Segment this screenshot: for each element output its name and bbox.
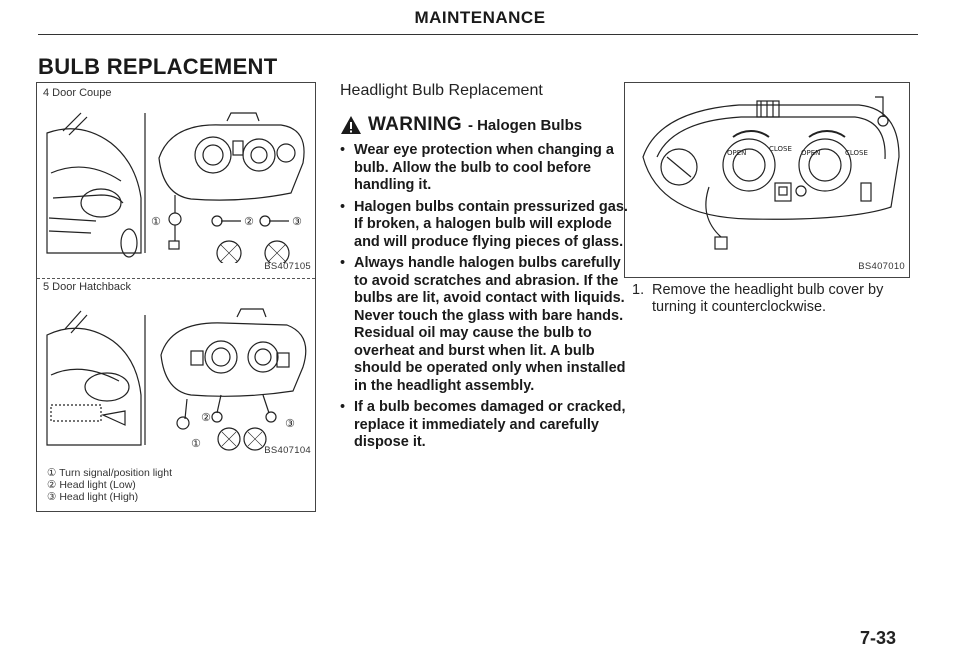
bullet: • bbox=[340, 198, 346, 215]
panel-label-coupe: 4 Door Coupe bbox=[43, 87, 112, 99]
label-open-right: OPEN bbox=[801, 149, 821, 157]
figure-bulb-cover bbox=[624, 82, 910, 278]
warning-title: WARNING bbox=[368, 114, 462, 135]
list-item bbox=[340, 142, 630, 195]
coupe-figure-code: BS407105 bbox=[264, 261, 311, 272]
figure-headlight-types bbox=[36, 82, 316, 512]
label-close-left: CLOSE bbox=[769, 145, 792, 153]
hatchback-callout-3: ③ bbox=[285, 417, 295, 430]
subheading-headlight-replacement: Headlight Bulb Replacement bbox=[340, 82, 543, 99]
bullet: • bbox=[340, 399, 346, 415]
panel-divider bbox=[37, 278, 315, 279]
bullet: • bbox=[340, 142, 346, 158]
warning-list bbox=[340, 142, 630, 452]
label-close-right: CLOSE bbox=[845, 149, 868, 157]
bullet: • bbox=[340, 255, 346, 271]
warning-heading bbox=[340, 114, 630, 136]
legend-item: ③ Head light (High) bbox=[47, 491, 139, 503]
legend-item: ② Head light (Low) bbox=[47, 479, 136, 491]
warning-text: Always handle halogen bulbs carefully to avoid scratches and abrasion. If the bulbs are lit, avoid contact with liquids. Never touch the glass with bare hands. Residual oil may cause the bulb to overheat and burst when lit. A bulb should be operated only when installed in the headlight assembly. bbox=[354, 255, 626, 394]
page-header-title: MAINTENANCE bbox=[414, 8, 546, 27]
coupe-callout-3: ③ bbox=[292, 215, 302, 228]
page-number: 7-33 bbox=[860, 628, 897, 648]
coupe-callout-1: ① bbox=[151, 215, 161, 228]
warning-text: Wear eye protection when changing a bulb. Allow the bulb to cool before handling it. bbox=[354, 142, 614, 193]
figure-legend bbox=[47, 467, 172, 503]
legend-item: ① Turn signal/position light bbox=[47, 467, 172, 479]
section-title: BULB REPLACEMENT bbox=[38, 54, 278, 79]
step-instruction: Remove the headlight bulb cover by turning it counterclockwise. bbox=[652, 282, 884, 315]
bulb-cover-figure-code: BS407010 bbox=[858, 261, 905, 272]
hatchback-callout-1: ① bbox=[191, 437, 201, 450]
list-item bbox=[340, 255, 630, 395]
list-item bbox=[340, 399, 630, 452]
warning-text: If a bulb becomes damaged or cracked, replace it immediately and carefully dispose it. bbox=[354, 399, 626, 450]
headlight-rear-illustration bbox=[629, 87, 905, 253]
step-number: 1. bbox=[632, 282, 645, 298]
list-item bbox=[340, 199, 630, 252]
panel-label-hatchback: 5 Door Hatchback bbox=[43, 281, 132, 293]
warning-column bbox=[340, 82, 630, 456]
warning-subtitle: - Halogen Bulbs bbox=[467, 116, 583, 134]
hatchback-headlight-illustration bbox=[41, 295, 313, 453]
label-open-left: OPEN bbox=[727, 149, 747, 157]
coupe-callout-2: ② bbox=[244, 215, 254, 228]
warning-triangle-icon bbox=[340, 115, 362, 135]
hatchback-callout-2: ② bbox=[201, 411, 211, 424]
warning-text: Halogen bulbs contain pressurized gas. If broken, a halogen bulb will explode and will produce flying pieces of glass. bbox=[354, 198, 628, 250]
step-1 bbox=[632, 282, 922, 316]
hatchback-figure-code: BS407104 bbox=[264, 445, 311, 456]
header-rule bbox=[38, 34, 918, 35]
coupe-headlight-illustration bbox=[41, 103, 313, 263]
